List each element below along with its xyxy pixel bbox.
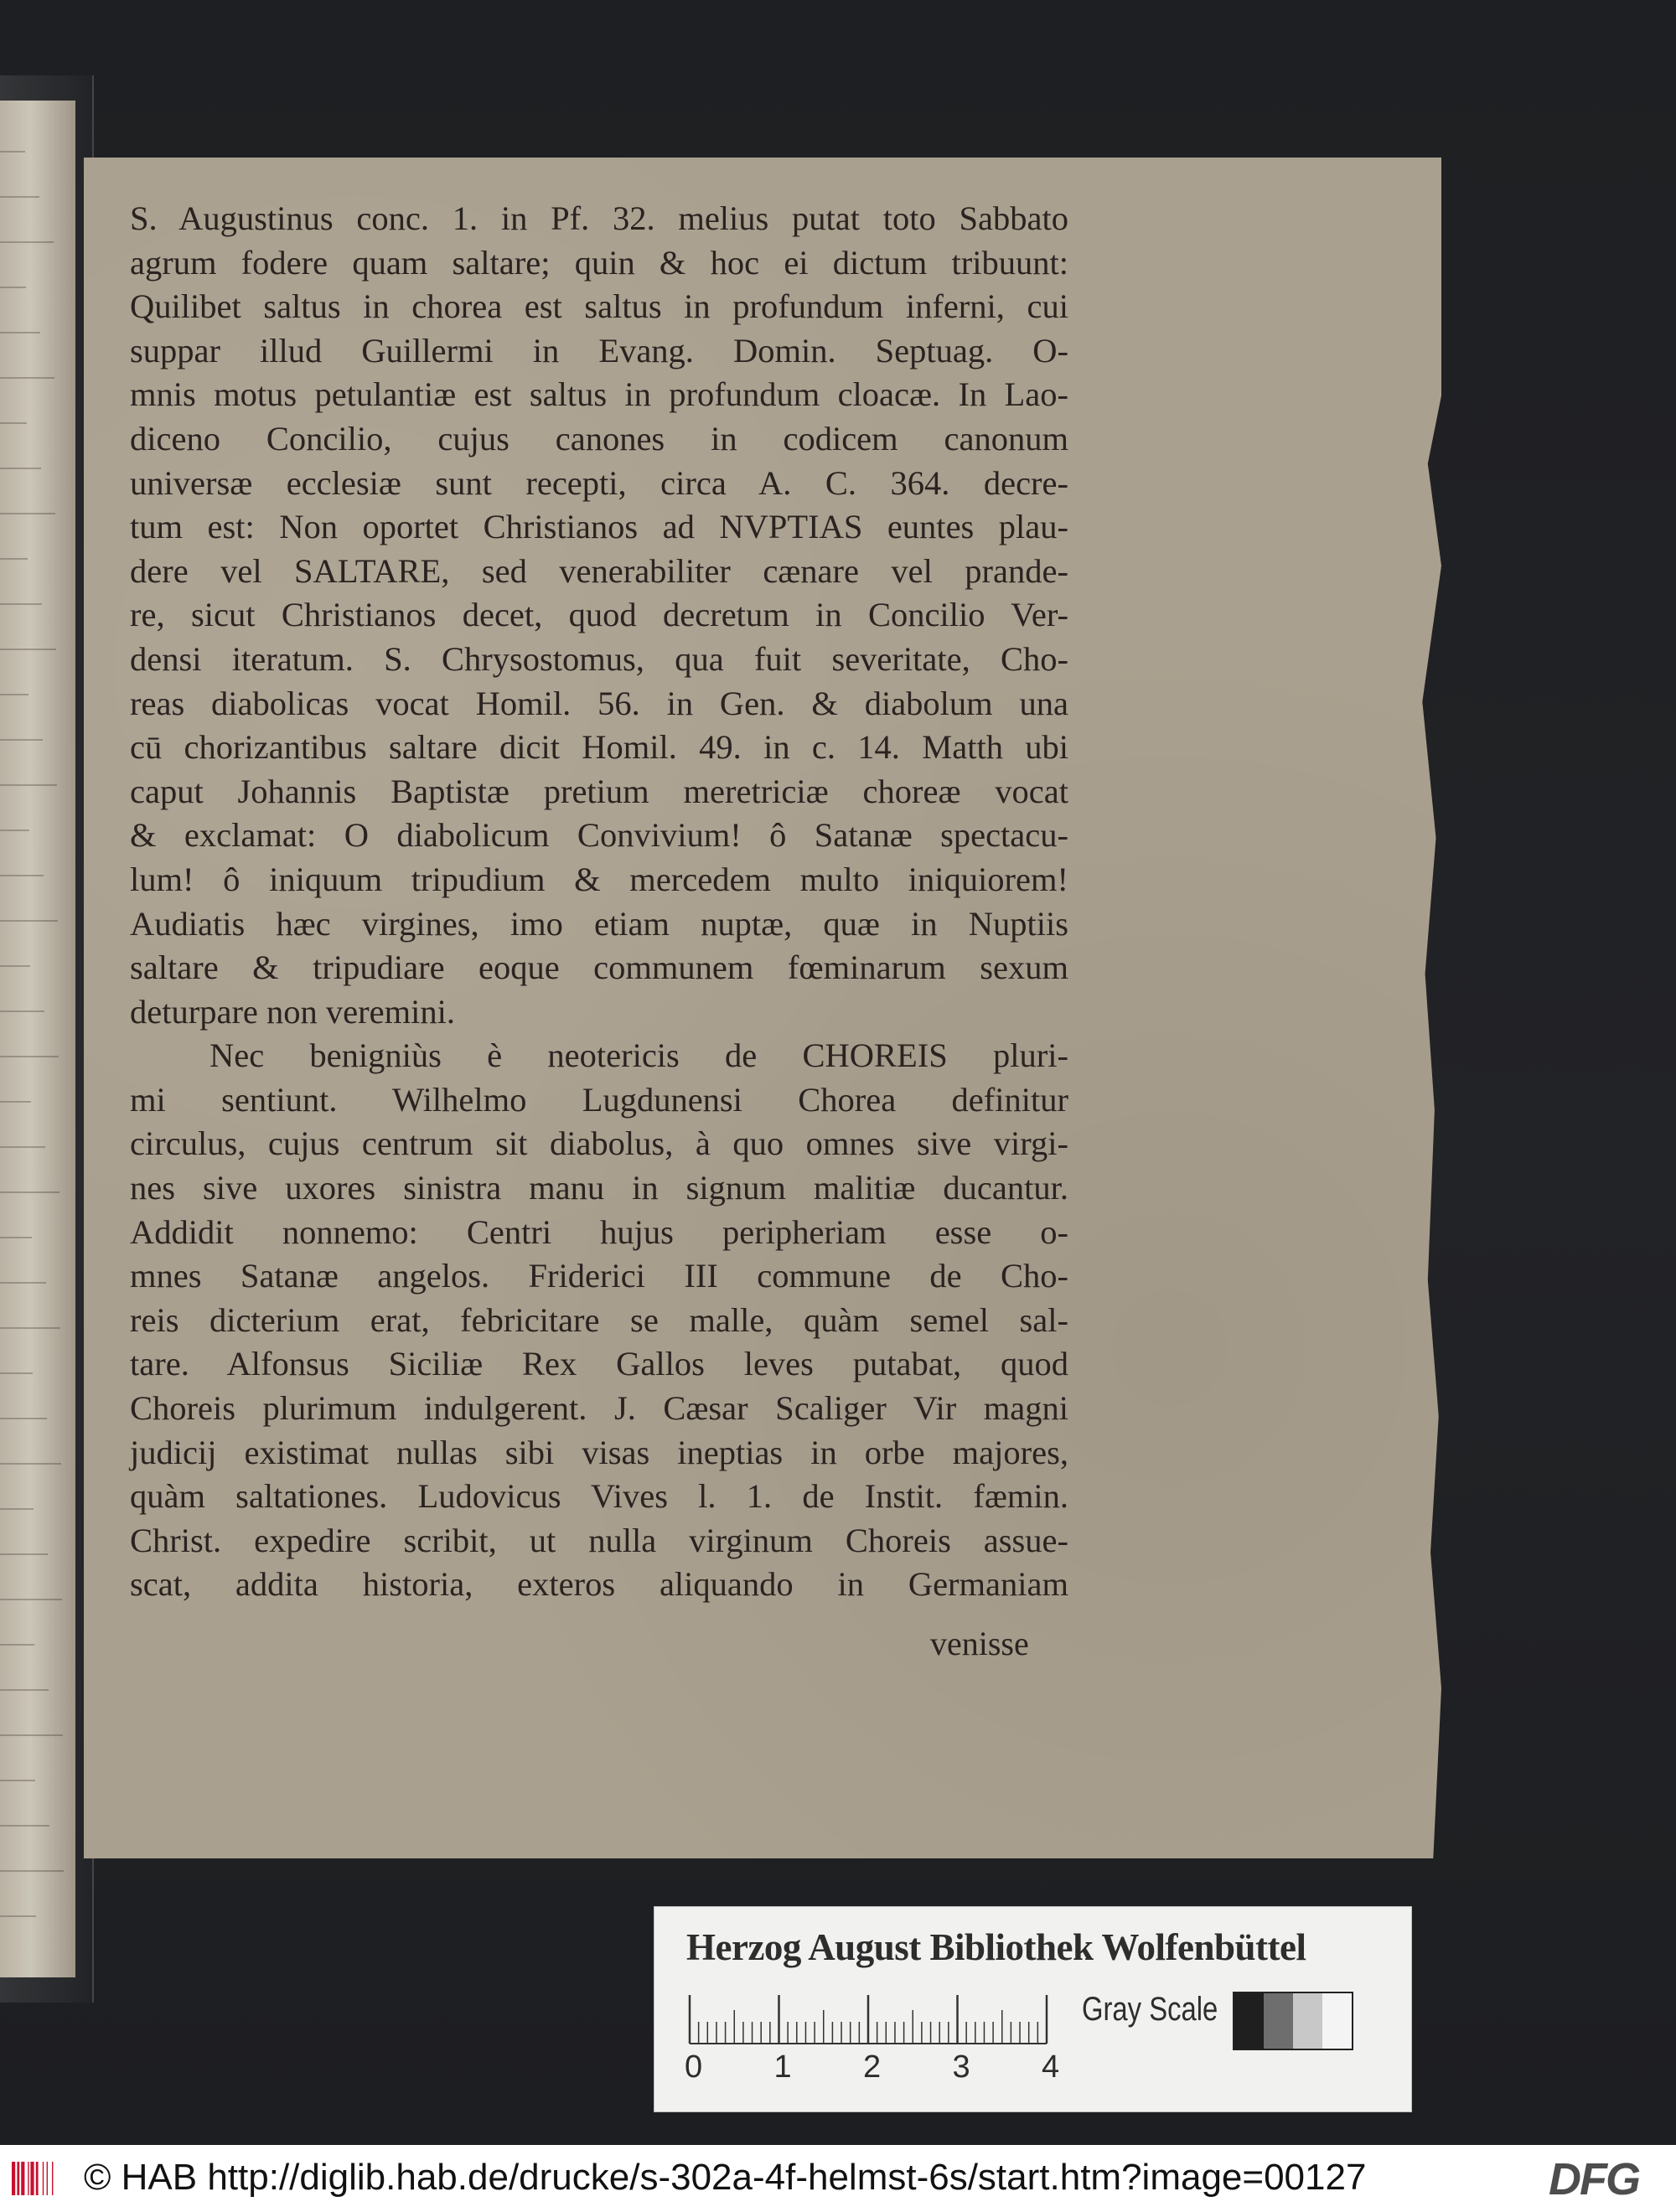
barcode-bar	[12, 2162, 15, 2195]
text-line: agrum fodere quam saltare; quin & hoc ei dictum tribuunt:	[130, 243, 1068, 282]
text-line: judicij existimat nullas sibi visas ineptias in orbe majores,	[130, 1433, 1068, 1471]
text-line: Audiatis hæc virgines, imo etiam nuptæ, quæ in Nuptiis	[130, 904, 1068, 943]
text-line: tum est: Non oportet Christianos ad NVPTIAS euntes plau-	[130, 508, 1068, 546]
footer-bar	[0, 2145, 1676, 2212]
text-line: nes sive uxores sinistra manu in signum malitiæ ducantur.	[130, 1169, 1068, 1207]
text-line: Addidit nonnemo: Centri hujus peripheriam esse o-	[130, 1212, 1068, 1251]
text-line: lum! ô iniquum tripudium & mercedem multo iniquiorem!	[130, 860, 1068, 898]
text-line: dere vel SALTARE, sed venerabiliter cænare vel prande-	[130, 551, 1068, 590]
barcode-bar	[17, 2162, 19, 2195]
text-line: S. Augustinus conc. 1. in Pf. 32. melius putat toto Sabbato	[130, 199, 1068, 237]
text-line: densi iteratum. S. Chrysostomus, qua fuit severitate, Cho-	[130, 639, 1068, 678]
text-line: mnes Satanæ angelos. Friderici III commune de Cho-	[130, 1257, 1068, 1295]
card-title: Herzog August Bibliothek Wolfenbüttel	[686, 1926, 1306, 1968]
ruler-label: 0	[685, 2049, 703, 2085]
barcode-bar	[21, 2162, 24, 2195]
text-line: re, sicut Christianos decet, quod decretum in Concilio Ver-	[130, 596, 1068, 634]
grayscale-label: Gray Scale	[1082, 1991, 1218, 2028]
text-line: saltare & tripudiare eoque communem fœminarum sexum	[130, 948, 1068, 987]
footer-copyright-url[interactable]: © HAB http://diglib.hab.de/drucke/s-302a-4f-helmst-6s/start.htm?image=00127	[84, 2157, 1367, 2198]
text-line: Quilibet saltus in chorea est saltus in profundum inferni, cui	[130, 287, 1068, 326]
text-line: mnis motus petulantiæ est saltus in profundum cloacæ. In Lao-	[130, 375, 1068, 414]
ruler-labels	[685, 2049, 1070, 2091]
grayscale-swatch	[1293, 1993, 1322, 2049]
grayscale-swatch	[1264, 1993, 1293, 2049]
ruler-label: 1	[773, 2049, 792, 2085]
ruler-label: 3	[952, 2049, 970, 2085]
text-line: diceno Concilio, cujus canones in codicem canonum	[130, 419, 1068, 457]
dfg-logo: DFG	[1549, 2154, 1639, 2204]
text-line: mi sentiunt. Wilhelmo Lugdunensi Chorea definitur	[130, 1080, 1068, 1119]
catchword: venisse	[930, 1625, 1029, 1662]
text-line: deturpare non veremini.	[130, 992, 455, 1031]
barcode-icon	[10, 2160, 69, 2197]
text-line: circulus, cujus centrum sit diabolus, à quo omnes sive virgi-	[130, 1124, 1068, 1163]
text-line: tare. Alfonsus Siciliæ Rex Gallos leves putabat, quod	[130, 1345, 1068, 1383]
text-line: Choreis plurimum indulgerent. J. Cæsar Scaliger Vir magni	[130, 1389, 1068, 1428]
book-cradle-glass	[0, 75, 94, 2003]
text-line: Christ. expedire scribit, ut nulla virginum Choreis assue-	[130, 1521, 1068, 1559]
grayscale-swatch	[1322, 1993, 1352, 2049]
text-line: suppar illud Guillermi in Evang. Domin. Septuag. O-	[130, 331, 1068, 370]
text-line: Nec benigniùs è neotericis de CHOREIS pluri-	[210, 1036, 1068, 1075]
text-line: caput Johannis Baptistæ pretium meretriciæ choreæ vocat	[130, 772, 1068, 810]
text-line: quàm saltationes. Ludovicus Vives l. 1. de Instit. fæmin.	[130, 1477, 1068, 1516]
text-line: & exclamat: O diabolicum Convivium! ô Satanæ spectacu-	[130, 816, 1068, 855]
barcode-bar	[43, 2162, 44, 2195]
ruler-label: 4	[1042, 2049, 1060, 2085]
barcode-bar	[52, 2162, 53, 2195]
barcode-bar	[30, 2162, 34, 2195]
color-calibration-card	[654, 1906, 1412, 2112]
text-line: reis dicterium erat, febricitare se malle, quàm semel sal-	[130, 1300, 1068, 1339]
grayscale-swatch	[1234, 1993, 1264, 2049]
text-line: reas diabolicas vocat Homil. 56. in Gen. & diabolum una	[130, 684, 1068, 722]
grayscale-swatches	[1233, 1992, 1353, 2050]
text-line: scat, addita historia, exteros aliquando in Germaniam	[130, 1565, 1068, 1604]
ruler-scale	[688, 1995, 1048, 2045]
ruler-label: 2	[863, 2049, 882, 2085]
page-body-text	[130, 197, 1068, 1607]
text-line: universæ ecclesiæ sunt recepti, circa A. C. 364. decre-	[130, 463, 1068, 502]
text-line: cū chorizantibus saltare dicit Homil. 49. in c. 14. Matth ubi	[130, 728, 1068, 767]
barcode-bar	[47, 2162, 48, 2195]
barcode-bar	[36, 2162, 39, 2195]
